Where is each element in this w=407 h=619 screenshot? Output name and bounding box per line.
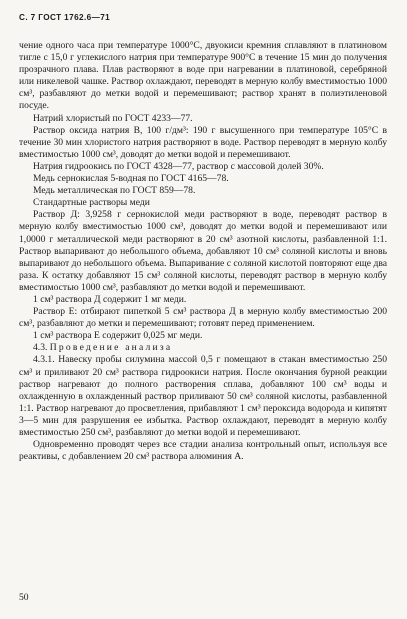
paragraph-control-experiment: Одновременно проводят через все стадии анализа контрольный опыт, используя все реактивы, с добавлением 20 см³ раствора алюминия А. [19, 439, 387, 463]
section-title: Проведение анализа [49, 342, 173, 354]
paragraph-solution-d: Раствор Д: 3,9258 г сернокислой меди растворяют в воде, переводят раствор в мерную колбу вместимостью 1000 см³, доводят до метки водой и перемешивают или 1,0000 г металлической меди растворяют в 20 см³ азотной кислоты, разбавленной 1:1. Раствор выпаривают до небольшого объема, добавляют 10 см³ соляной кислоты и вновь выпаривают до небольшого объема. Выпаривание с соляной кислотой повторяют еще два раза. К остатку добавляют 15 см³ соляной кислоты, переводят раствор в мерную колбу вместимостью 1000 см³, разбавляют до метки водой и перемешивают. [19, 209, 387, 293]
section-heading-analysis [19, 342, 387, 354]
paragraph-solution-e: Раствор Е: отбирают пипеткой 5 см³ раствора Д в мерную колбу вместимостью 200 см³, разбавляют до метки и перемешивают; готовят перед применением. [19, 306, 387, 330]
page-number: 50 [19, 592, 29, 603]
paragraph-sodium-hydroxide: Натрия гидроокись по ГОСТ 4328—77, раствор с массовой долей 30%. [33, 160, 324, 172]
subheading-standard-solutions: Стандартные растворы меди [33, 197, 150, 209]
paragraph-sodium-chloride: Натрий хлористый по ГОСТ 4233—77. [33, 112, 193, 124]
paragraph-fusion-procedure: чение одного часа при температуре 1000°С, двуокиси кремния сплавляют в платиновом тигле с 15,0 г углекислого натрия при температуре 900°С в течение 15 мин до получения прозрачного плава. Плав растворяют в воде при нагревании в платиновой, серебряной или никелевой чашке. Раствор охлаждают, переводят в мерную колбу вместимостью 1000 см³, разбавляют до метки водой и перемешивают; раствор хранят в полиэтиленовой посуде. [19, 40, 387, 112]
paragraph-solution-d-content: 1 см³ раствора Д содержит 1 мг меди. [33, 293, 187, 305]
paragraph-sodium-oxide-solution: Раствор оксида натрия В, 100 г/дм³: 190 г высушенного при температуре 105°С в течение 30 мин хлористого натрия растворяют в воде. Раствор переводят в мерную колбу вместимостью 1000 см³, доводят до метки водой и перемешивают. [19, 124, 387, 160]
paragraph-solution-e-content: 1 см³ раствора Е содержит 0,025 мг меди. [33, 330, 203, 342]
page-header: С. 7 ГОСТ 1762.6—71 [19, 13, 111, 22]
document-body [19, 40, 387, 463]
paragraph-copper-metal: Медь металлическая по ГОСТ 859—78. [33, 185, 196, 197]
paragraph-copper-sulfate: Медь сернокислая 5-водная по ГОСТ 4165—78. [33, 173, 229, 185]
paragraph-analysis-procedure: 4.3.1. Навеску пробы силумина массой 0,5 г помещают в стакан вместимостью 250 см³ и приливают 20 см³ раствора гидроокиси натрия. После окончания бурной реакции раствор нагревают до полного растворения сплава, добавляют 100 см³ воды и охлажденную в охлажденный раствор приливают 50 см³ соляной кислоты, разбавленной 1:1. Раствор нагревают до просветления, прибавляют 1 см³ пероксида водорода и кипятят 3—5 мин для разрушения ее избытка. Раствор охлаждают, переводят в мерную колбу вместимостью 250 см³, разбавляют до метки водой и перемешивают. [19, 354, 387, 438]
section-number: 4.3. [33, 342, 48, 354]
